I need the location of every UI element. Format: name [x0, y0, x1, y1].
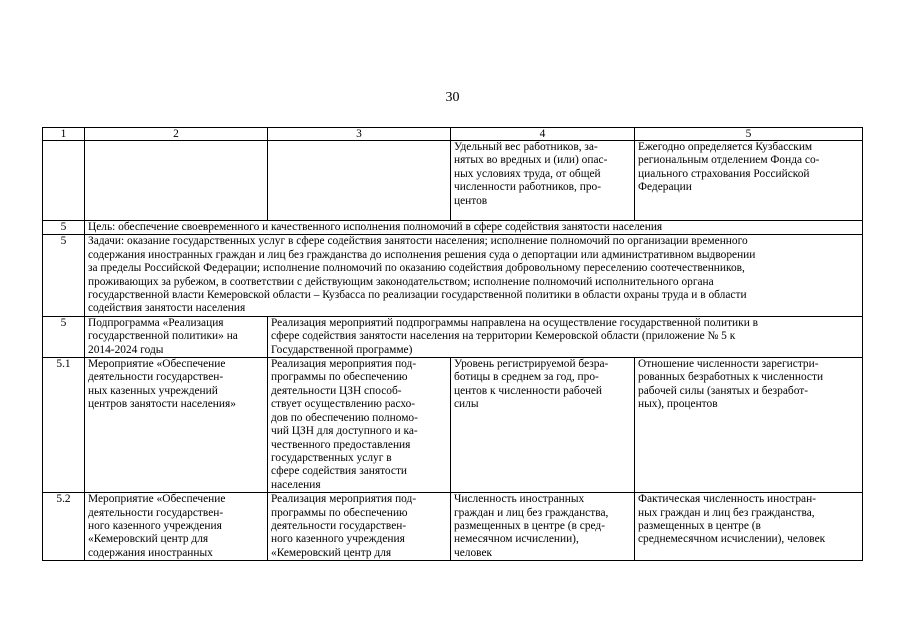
- indicator-name-cell: Численность иностранных граждан и лиц без гражданства, размещенных в центре (в сред- немесячном исчислении), человек: [451, 493, 635, 561]
- empty-cell: [268, 141, 451, 221]
- indicator-name-cell: Уровень регистрируемой безра- ботицы в среднем за год, про- центов к численности рабочей силы: [451, 358, 635, 493]
- goal-text: Цель: обеспечение своевременного и качественного исполнения полномочий в сфере содействия занятости населения: [85, 221, 863, 235]
- table-row-continuation: [43, 141, 863, 221]
- empty-cell: [85, 141, 268, 221]
- empty-cell: [43, 141, 85, 221]
- subprogram-description: Реализация мероприятий подпрограммы направлена на осуществление государственной политики в сфере содействия занятости населения на территории Кемеровской области (приложение № 5 к Государственной программе): [268, 316, 863, 357]
- tasks-text: Задачи: оказание государственных услуг в сфере содействия занятости населения; исполнение полномочий по организации временного содержания иностранных граждан и лиц без гражданства до исполнения решения суда о депортации или административном выдворении за пределы Российской Федерации; исполнение полномочий по оказанию содействия добровольному переселению соотечественников, проживающих за рубежом, в соответствии с действующим законодательством; исполнение полномочий исполнительного органа государственной власти Кемеровской области – Кузбасса по реализации государственной политики в области охраны труда и в области содействия занятости населения: [85, 235, 863, 316]
- indicator-method-cell: Ежегодно определяется Кузбасским региональным отделением Фонда со- циального страхования Российской Федерации: [635, 141, 863, 221]
- measure-description: Реализация мероприятия под- программы по обеспечению деятельности ЦЗН способ- ствует осуществлению расхо- дов по обеспечению полномо- чий ЦЗН для доступного и ка- чественного предоставления государственных услуг в сфере содействия занятости населения: [268, 358, 451, 493]
- table-row-5-2: [43, 493, 863, 561]
- table-row-subprogram: [43, 316, 863, 357]
- header-cell-1: 1: [43, 128, 85, 141]
- row-number: 5: [43, 221, 85, 235]
- indicators-table: [42, 127, 863, 561]
- row-number: 5: [43, 316, 85, 357]
- measure-description: Реализация мероприятия под- программы по обеспечению деятельности государствен- ного казенного учреждения «Кемеровский центр для: [268, 493, 451, 561]
- table-header-row: [43, 128, 863, 141]
- table-row-goal: [43, 221, 863, 235]
- indicator-method-cell: Фактическая численность иностран- ных граждан и лиц без гражданства, размещенных в центре (в среднемесячном исчислении), человек: [635, 493, 863, 561]
- indicator-name-cell: Удельный вес работников, за- нятых во вредных и (или) опас- ных условиях труда, от общей численности работников, про- центов: [451, 141, 635, 221]
- measure-name: Мероприятие «Обеспечение деятельности государствен- ных казенных учреждений центров занятости населения»: [85, 358, 268, 493]
- header-cell-3: 3: [268, 128, 451, 141]
- measure-name: Мероприятие «Обеспечение деятельности государствен- ного казенного учреждения «Кемеровский центр для содержания иностранных: [85, 493, 268, 561]
- table-row-tasks: [43, 235, 863, 316]
- header-cell-2: 2: [85, 128, 268, 141]
- page-number: 30: [445, 90, 460, 105]
- header-cell-4: 4: [451, 128, 635, 141]
- header-cell-5: 5: [635, 128, 863, 141]
- row-number: 5: [43, 235, 85, 316]
- subprogram-name: Подпрограмма «Реализация государственной политики» на 2014-2024 годы: [85, 316, 268, 357]
- table-row-5-1: [43, 358, 863, 493]
- row-number: 5.1: [43, 358, 85, 493]
- row-number: 5.2: [43, 493, 85, 561]
- indicator-method-cell: Отношение численности зарегистри- рованных безработных к численности рабочей силы (занятых и безработ- ных), процентов: [635, 358, 863, 493]
